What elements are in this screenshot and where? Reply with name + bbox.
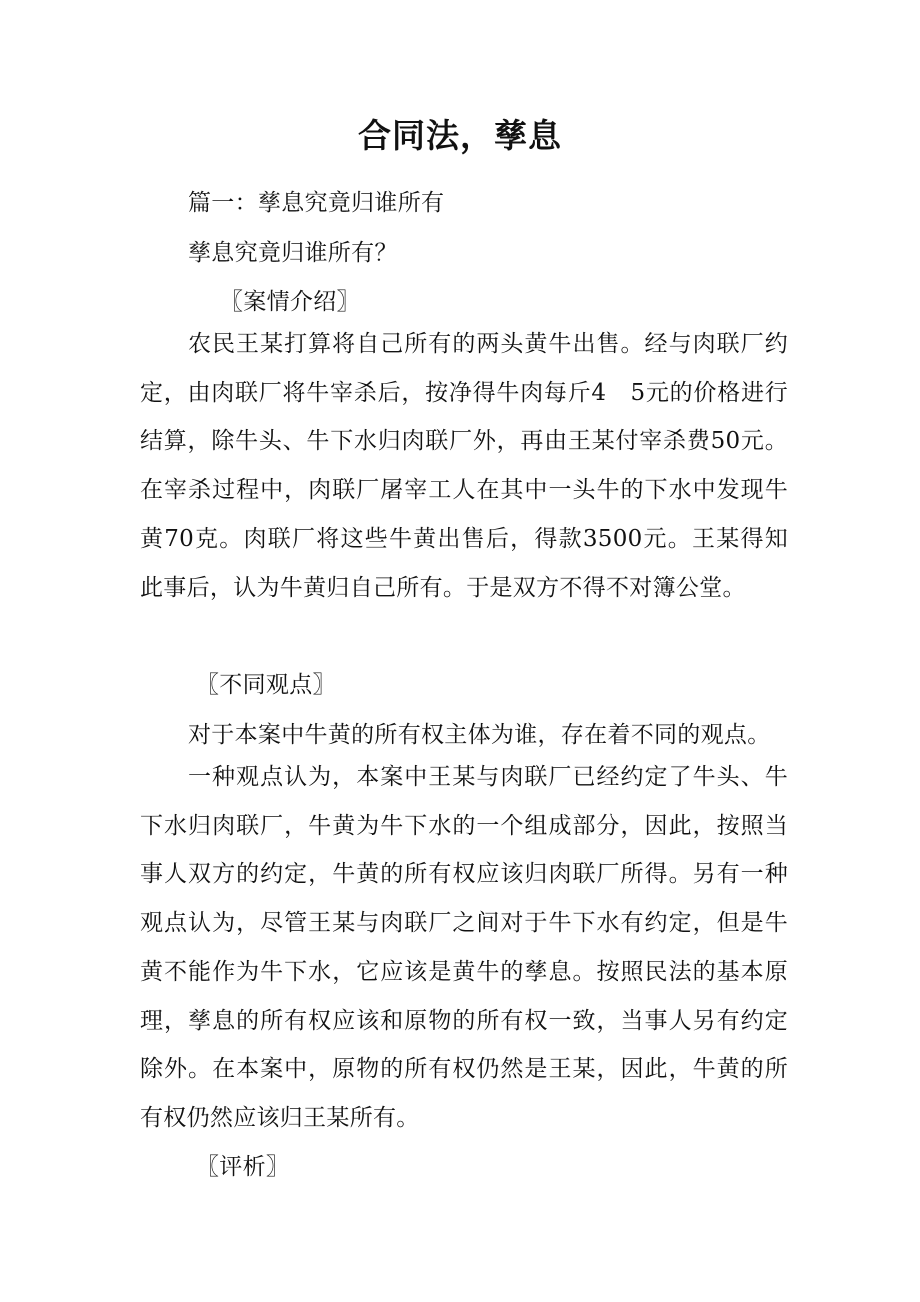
views-intro: 对于本案中牛黄的所有权主体为谁，存在着不同的观点。 <box>188 722 771 748</box>
views-paragraph: 一种观点认为，本案中王某与肉联厂已经约定了牛头、牛下水归肉联厂，牛黄为牛下水的一个组成部分，因此，按照当事人双方的约定，牛黄的所有权应该归肉联厂所得。另有一种观点认为，尽管王某与肉联厂之间对于牛下水有约定，但是牛黄不能作为牛下水，它应该是黄牛的孳息。按照民法的基本原理，孳息的所有权应该和原物的所有权一致，当事人另有约定除外。在本案中，原物的所有权仍然是王某，因此，牛黄的所有权仍然应该归王某所有。 <box>140 764 788 1131</box>
case-paragraph: 农民王某打算将自己所有的两头黄牛出售。经与肉联厂约定，由肉联厂将牛宰杀后，按净得牛肉每斤4 5元的价格进行结算，除牛头、牛下水归肉联厂外，再由王某付宰杀费50元。在宰杀过程中，肉联厂屠宰工人在其中一头牛的下水中发现牛黄70克。肉联厂将这些牛黄出售后，得款3500元。王某得知此事后，认为牛黄归自己所有。于是双方不得不对簿公堂。 <box>140 331 788 601</box>
section-heading-case: 〖案情介绍〗 <box>220 289 360 315</box>
chapter-heading: 篇一：孳息究竟归谁所有 <box>188 190 445 216</box>
section-heading-analysis: 〖评析〗 <box>196 1154 290 1180</box>
document-title: 合同法，孳息 <box>358 116 562 155</box>
section-heading-views: 〖不同观点〗 <box>196 672 336 698</box>
question-line: 孳息究竟归谁所有？ <box>188 240 398 266</box>
